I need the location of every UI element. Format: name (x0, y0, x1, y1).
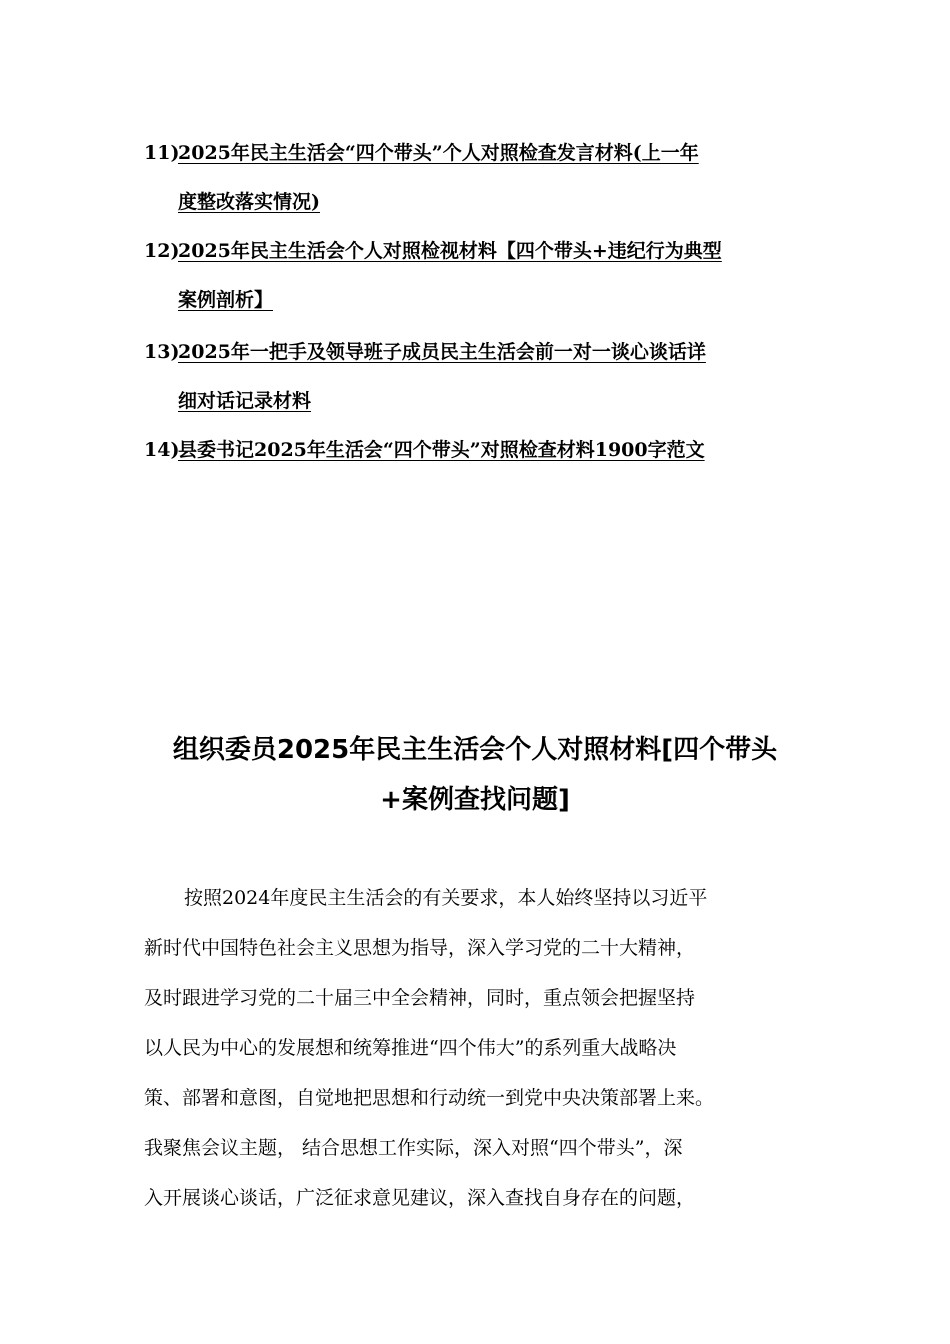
body-paragraph-line: 入开展谈心谈话，广泛征求意见建议，深入查找自身存在的问题， (144, 1187, 696, 1209)
body-paragraph-line: 策、部署和意图，自觉地把思想和行动统一到党中央决策部署上来。 (144, 1087, 715, 1109)
toc-item-link-continued[interactable]: 细对话记录材料 (178, 390, 312, 412)
body-paragraph-line: 按照2024年度民主生活会的有关要求，本人始终坚持以习近平 (184, 887, 708, 909)
toc-item-link[interactable]: 2025年民主生活会个人对照检视材料【四个带头+违纪行为典型 (178, 240, 722, 262)
toc-item-link[interactable]: 2025年民主生活会“四个带头”个人对照检查发言材料(上一年 (178, 142, 699, 164)
toc-item-link-continued[interactable]: 案例剖析】 (178, 289, 274, 311)
toc-item-link-continued[interactable]: 度整改落实情况) (178, 191, 320, 213)
article-title-line-1: 组织委员2025年民主生活会个人对照材料[四个带头 (172, 735, 778, 765)
toc-item-link[interactable]: 2025年一把手及领导班子成员民主生活会前一对一谈心谈话详 (178, 341, 706, 363)
toc-item-number: 12) (144, 240, 180, 262)
body-paragraph-line: 我聚焦会议主题， 结合思想工作实际，深入对照“四个带头”，深 (144, 1137, 683, 1159)
body-paragraph-line: 新时代中国特色社会主义思想为指导，深入学习党的二十大精神， (144, 937, 696, 959)
body-paragraph-line: 及时跟进学习党的二十届三中全会精神，同时，重点领会把握坚持 (144, 987, 696, 1009)
body-paragraph-line: 以人民为中心的发展想和统筹推进“四个伟大”的系列重大战略决 (144, 1037, 677, 1059)
toc-item-number: 14) (144, 439, 180, 461)
toc-item-number: 13) (144, 341, 180, 363)
article-title-line-2: +案例查找问题] (380, 785, 570, 815)
toc-item-number: 11) (144, 142, 180, 164)
toc-item-link[interactable]: 县委书记2025年生活会“四个带头”对照检查材料1900字范文 (178, 439, 705, 461)
